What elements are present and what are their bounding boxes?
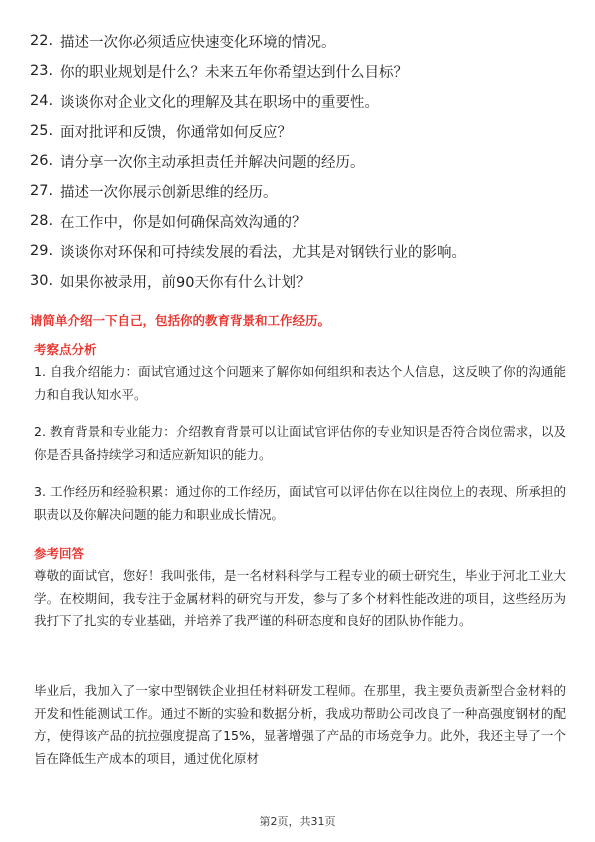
reference-paragraph: 毕业后，我加入了一家中型钢铁企业担任材料研发工程师。在那里，我主要负责新型合金材料的开发和性能测试工作。通过不断的实验和数据分析，我成功帮助公司改良了一种高强度钢材的配方，使得该产品的抗拉强度提高了15%，显著增强了产品的市场竞争力。此外，我还主导了一个旨在降低生产成本的项目，通过优化原材 [34,683,566,766]
question-number: 30. [30,273,54,289]
question-text: 如果你被录用，前90天你有什么计划？ [60,274,311,291]
page-number: 第2页，共31页 [259,815,336,828]
question-number: 29. [30,243,54,259]
question-number: 25. [30,123,54,139]
question-item [30,86,570,116]
question-number: 24. [30,93,54,109]
analysis-heading: 考察点分析 [34,342,97,357]
question-list [30,26,570,296]
question-number: 28. [30,213,54,229]
question-number: 26. [30,153,54,169]
question-item [30,176,570,206]
question-number: 23. [30,63,54,79]
question-number: 27. [30,183,54,199]
question-text: 描述一次你必须适应快速变化环境的情况。 [60,34,336,51]
question-item [30,26,570,56]
question-text: 谈谈你对企业文化的理解及其在职场中的重要性。 [60,94,379,111]
section-question-title: 请简单介绍一下自己，包括你的教育背景和工作经历。 [30,313,331,328]
question-number: 22. [30,33,54,49]
question-text: 请分享一次你主动承担责任并解决问题的经历。 [60,154,365,171]
question-item [30,56,570,86]
analysis-point: 2. 教育背景和专业能力：介绍教育背景可以让面试官评估你的专业知识是否符合岗位需求，以及你是否具备持续学习和适应新知识的能力。 [34,424,566,462]
analysis-point: 3. 工作经历和经验积累：通过你的工作经历，面试官可以评估你在以往岗位上的表现、所承担的职责以及你解决问题的能力和职业成长情况。 [34,484,566,522]
analysis-point: 1. 自我介绍能力：面试官通过这个问题来了解你如何组织和表达个人信息，这反映了你的沟通能力和自我认知水平。 [34,364,566,402]
question-item [30,206,570,236]
question-text: 你的职业规划是什么？未来五年你希望达到什么目标？ [60,64,408,81]
question-text: 在工作中，你是如何确保高效沟通的？ [60,214,307,231]
reference-heading: 参考回答 [34,546,85,561]
reference-paragraph: 尊敬的面试官，您好！我叫张伟，是一名材料科学与工程专业的硕士研究生，毕业于河北工业大学。在校期间，我专注于金属材料的研究与开发，参与了多个材料性能改进的项目，这些经历为我打下了扎实的专业基础，并培养了我严谨的科研态度和良好的团队协作能力。 [34,568,566,628]
question-text: 面对批评和反馈，你通常如何反应？ [60,124,292,141]
question-item [30,266,570,296]
question-text: 谈谈你对环保和可持续发展的看法，尤其是对钢铁行业的影响。 [60,244,466,261]
question-item [30,236,570,266]
question-item [30,116,570,146]
question-item [30,146,570,176]
question-text: 描述一次你展示创新思维的经历。 [60,184,278,201]
